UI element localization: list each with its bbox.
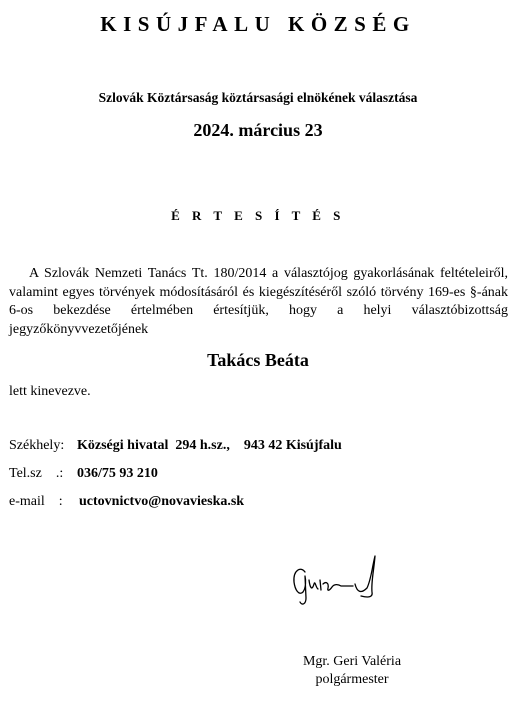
notice-paragraph bbox=[9, 265, 508, 339]
notice-heading: É R T E S Í T É S bbox=[171, 208, 345, 223]
municipality-title: KISÚJFALU KÖZSÉG bbox=[100, 12, 416, 36]
notice-paragraph-text: A Szlovák Nemzeti Tanács Tt. 180/2014 a választójog gyakorlásának feltételeiről, valamint egyes törvények módosításáról és kiegészítéséről szóló törvény 169-es §-ának 6-os bekezdése értelmében értesítjük, hogy a helyi választóbizottság jegyzőkönyvvezetőjének bbox=[9, 266, 508, 337]
phone-label: Tel.sz .: bbox=[9, 466, 64, 481]
election-date: 2024. március 23 bbox=[193, 120, 323, 140]
signer-role: polgármester bbox=[315, 672, 389, 687]
handwritten-signature bbox=[283, 550, 383, 610]
signer-name: Mgr. Geri Valéria bbox=[302, 654, 402, 669]
appointee-name: Takács Beáta bbox=[207, 350, 309, 370]
seat-row bbox=[9, 438, 342, 454]
phone-value: 036/75 93 210 bbox=[77, 466, 158, 481]
email-row bbox=[9, 494, 244, 510]
election-subtitle: Szlovák Köztársaság köztársasági elnökének választása bbox=[98, 90, 418, 105]
email-label: e-mail : bbox=[9, 494, 63, 509]
seat-label: Székhely: bbox=[9, 438, 65, 453]
signer-block bbox=[277, 653, 427, 689]
email-value: uctovnictvo@novavieska.sk bbox=[79, 494, 245, 509]
appointed-text: lett kinevezve. bbox=[9, 384, 91, 399]
seat-value: Községi hivatal 294 h.sz., 943 42 Kisújfalu bbox=[77, 438, 342, 453]
phone-row bbox=[9, 466, 158, 482]
